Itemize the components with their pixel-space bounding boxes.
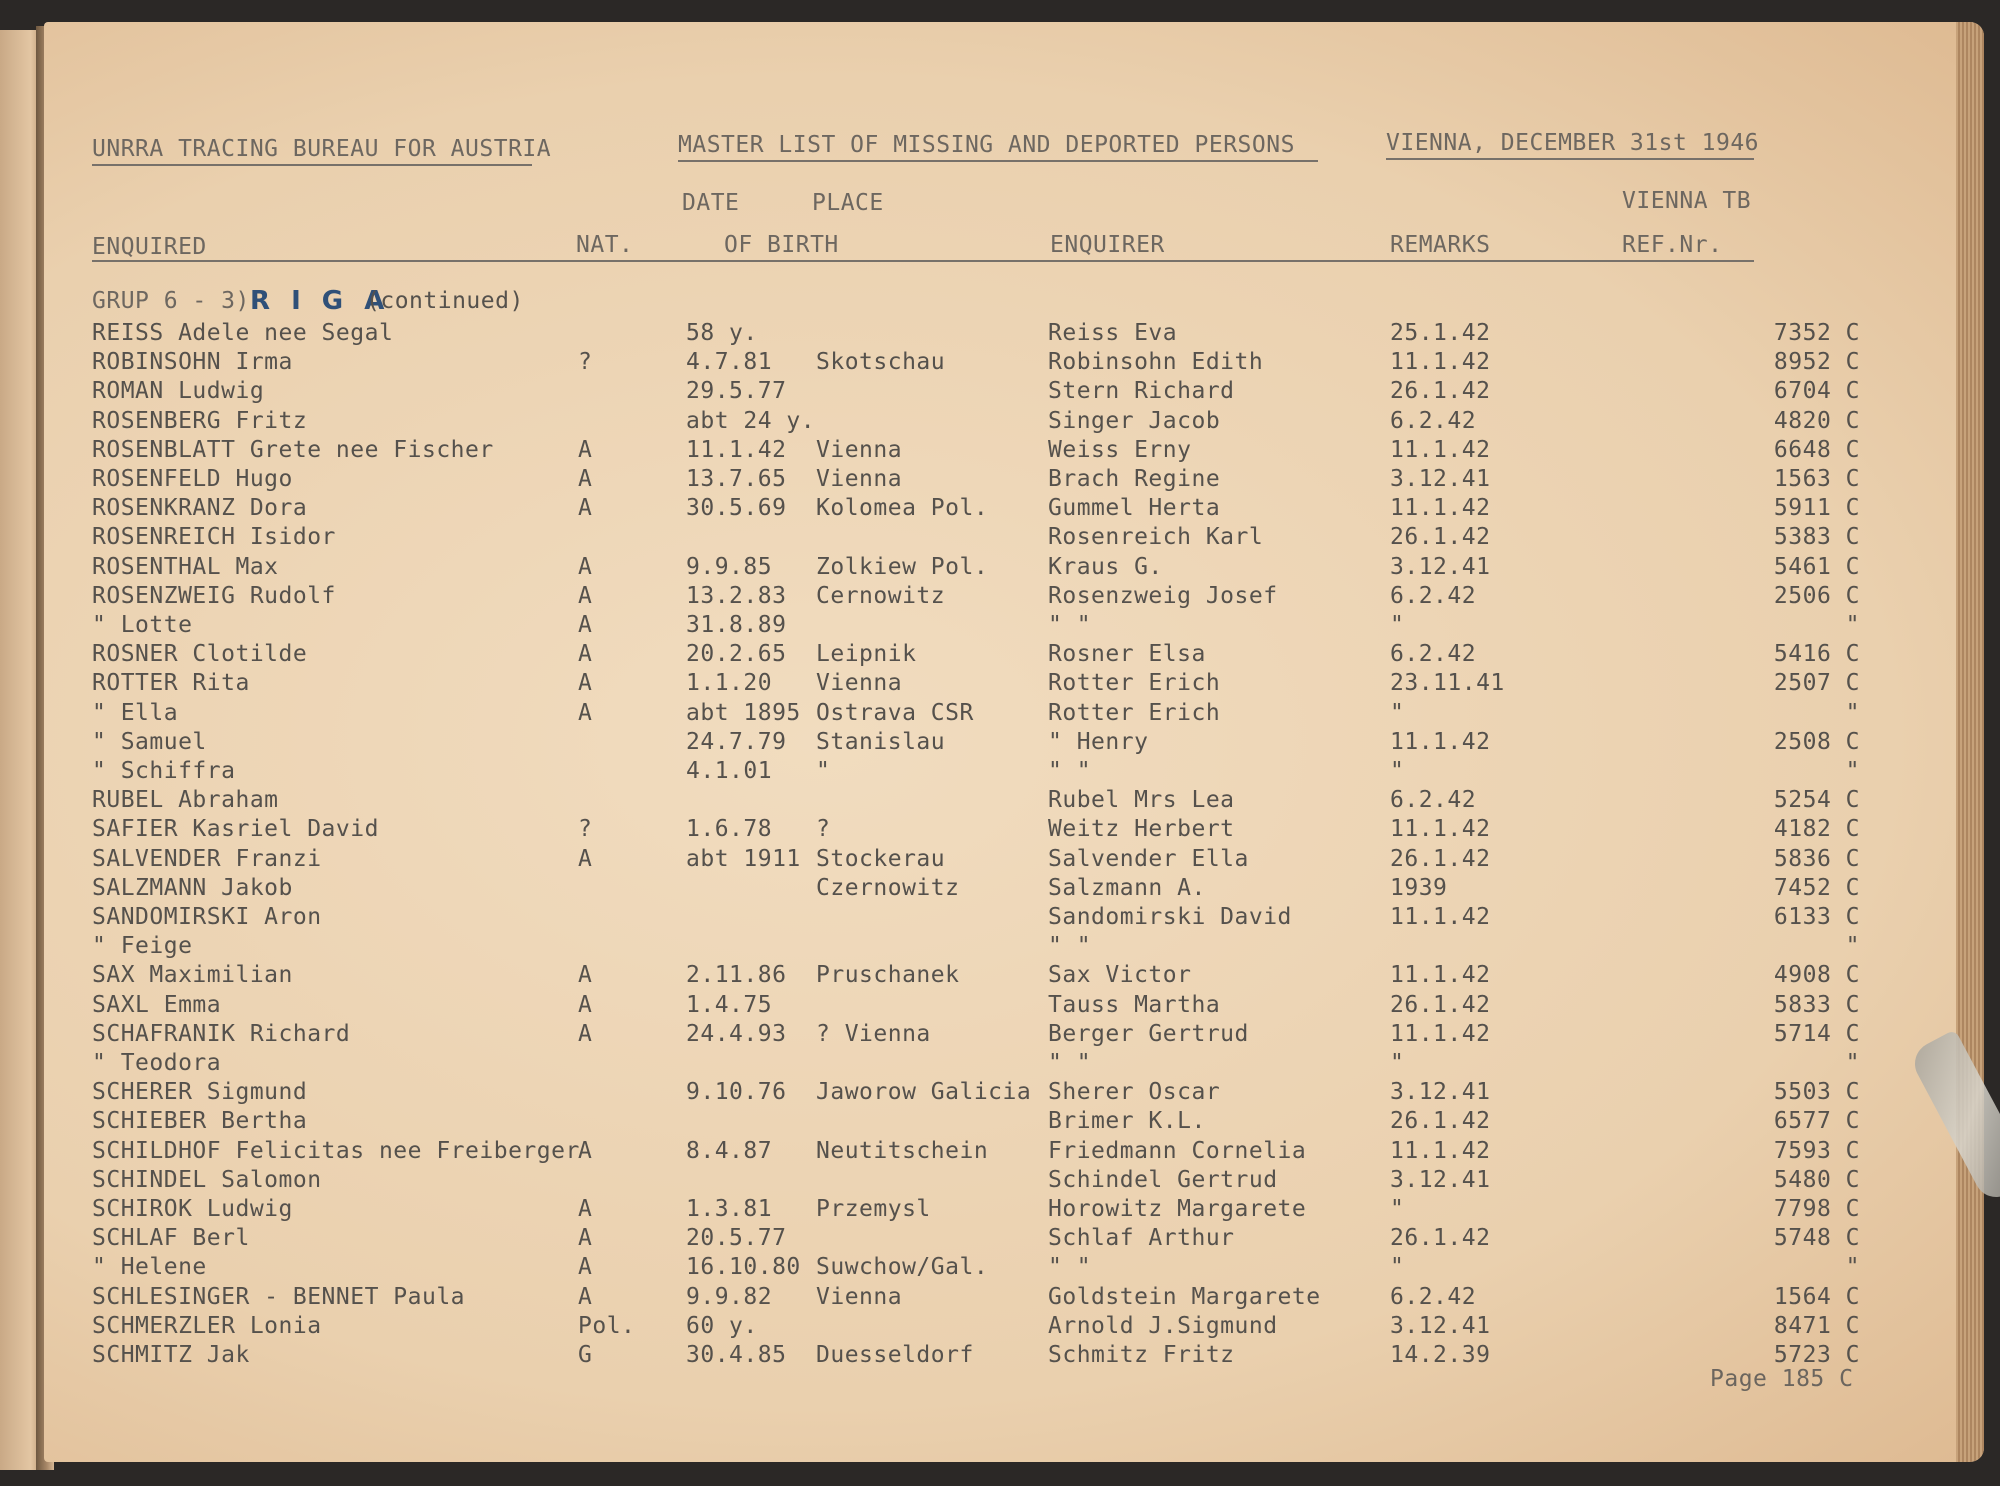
row-birth-date: abt 24 y. bbox=[686, 408, 816, 434]
row-birth-place: Skotschau bbox=[816, 349, 946, 375]
row-birth-date: 1.3.81 bbox=[686, 1196, 773, 1222]
row-ref-number: 2507 C bbox=[1773, 670, 1860, 696]
row-birth-date: 60 y. bbox=[686, 1313, 758, 1339]
col-remarks: REMARKS bbox=[1390, 232, 1491, 258]
row-name: ROMAN Ludwig bbox=[92, 378, 265, 404]
row-name: SCHINDEL Salomon bbox=[92, 1167, 322, 1193]
row-enquirer: " Henry bbox=[1048, 729, 1149, 755]
row-enquirer: Weiss Erny bbox=[1048, 437, 1192, 463]
row-name: SCHILDHOF Felicitas nee Freiberger bbox=[92, 1138, 580, 1164]
row-enquirer: Rosner Elsa bbox=[1048, 641, 1206, 667]
row-remarks: 25.1.42 bbox=[1390, 320, 1491, 346]
row-birth-date: 16.10.80 bbox=[686, 1254, 801, 1280]
row-remarks: 26.1.42 bbox=[1390, 1108, 1491, 1134]
row-ref-number: 5911 C bbox=[1773, 495, 1860, 521]
row-enquirer: Kraus G. bbox=[1048, 554, 1163, 580]
row-ref-number: 7798 C bbox=[1773, 1196, 1860, 1222]
row-name: RUBEL Abraham bbox=[92, 787, 279, 813]
row-remarks: 11.1.42 bbox=[1390, 1021, 1491, 1047]
row-remarks: 3.12.41 bbox=[1390, 466, 1491, 492]
ledger-sheet bbox=[44, 22, 1984, 1462]
row-enquirer: Reiss Eva bbox=[1048, 320, 1178, 346]
row-nat: A bbox=[578, 700, 593, 726]
row-birth-place: Jaworow Galicia bbox=[816, 1079, 1032, 1105]
row-enquirer: Rotter Erich bbox=[1048, 700, 1221, 726]
row-birth-date: 30.4.85 bbox=[686, 1342, 787, 1368]
bureau-title: UNRRA TRACING BUREAU FOR AUSTRIA bbox=[92, 136, 552, 162]
col-place: PLACE bbox=[812, 190, 884, 216]
row-name: SCHMITZ Jak bbox=[92, 1342, 250, 1368]
row-ref-number: 7352 C bbox=[1773, 320, 1860, 346]
row-remarks: " bbox=[1390, 1196, 1405, 1222]
row-remarks: 26.1.42 bbox=[1390, 1225, 1491, 1251]
row-enquirer: Weitz Herbert bbox=[1048, 816, 1235, 842]
row-birth-place: Vienna bbox=[816, 437, 903, 463]
row-enquirer: " " bbox=[1048, 933, 1092, 959]
row-nat: ? bbox=[578, 816, 593, 842]
row-birth-date: 13.2.83 bbox=[686, 583, 787, 609]
row-enquirer: " " bbox=[1048, 758, 1092, 784]
row-remarks: 6.2.42 bbox=[1390, 583, 1477, 609]
row-ref-number: 6133 C bbox=[1773, 904, 1860, 930]
row-name: " Lotte bbox=[92, 612, 193, 638]
col-enquired: ENQUIRED bbox=[92, 234, 207, 260]
row-ref-number: " bbox=[1845, 1254, 1860, 1280]
col-enquirer: ENQUIRER bbox=[1050, 232, 1165, 258]
row-nat: Pol. bbox=[578, 1313, 636, 1339]
row-nat: ? bbox=[578, 349, 593, 375]
row-birth-date: 1.4.75 bbox=[686, 992, 773, 1018]
row-name: ROSENBLATT Grete nee Fischer bbox=[92, 437, 494, 463]
row-birth-date: 9.10.76 bbox=[686, 1079, 787, 1105]
row-ref-number: 5383 C bbox=[1773, 524, 1860, 550]
row-birth-place: Ostrava CSR bbox=[816, 700, 974, 726]
row-remarks: 11.1.42 bbox=[1390, 816, 1491, 842]
row-name: " Samuel bbox=[92, 729, 207, 755]
row-birth-date: 1.1.20 bbox=[686, 670, 773, 696]
place-date: VIENNA, DECEMBER 31st 1946 bbox=[1386, 130, 1760, 156]
row-nat: A bbox=[578, 992, 593, 1018]
row-ref-number: 4182 C bbox=[1773, 816, 1860, 842]
list-title: MASTER LIST OF MISSING AND DEPORTED PERSONS bbox=[678, 132, 1295, 158]
row-nat: A bbox=[578, 641, 593, 667]
row-ref-number: " bbox=[1845, 758, 1860, 784]
row-ref-number: " bbox=[1845, 933, 1860, 959]
row-name: " Schiffra bbox=[92, 758, 236, 784]
row-name: " Teodora bbox=[92, 1050, 222, 1076]
row-birth-place: Suwchow/Gal. bbox=[816, 1254, 989, 1280]
row-nat: A bbox=[578, 466, 593, 492]
row-ref-number: 5723 C bbox=[1773, 1342, 1860, 1368]
row-enquirer: Goldstein Margarete bbox=[1048, 1284, 1321, 1310]
row-enquirer: Salzmann A. bbox=[1048, 875, 1206, 901]
row-name: ROSENZWEIG Rudolf bbox=[92, 583, 336, 609]
column-header-underline bbox=[92, 260, 1754, 262]
row-ref-number: 7452 C bbox=[1773, 875, 1860, 901]
row-ref-number: 5503 C bbox=[1773, 1079, 1860, 1105]
row-enquirer: Rubel Mrs Lea bbox=[1048, 787, 1235, 813]
row-birth-date: 1.6.78 bbox=[686, 816, 773, 842]
row-birth-date: 20.5.77 bbox=[686, 1225, 787, 1251]
row-name: SCHMERZLER Lonia bbox=[92, 1313, 322, 1339]
row-name: ROBINSOHN Irma bbox=[92, 349, 293, 375]
row-birth-place: ? bbox=[816, 816, 831, 842]
row-nat: A bbox=[578, 437, 593, 463]
row-name: " Feige bbox=[92, 933, 193, 959]
row-birth-place: Leipnik bbox=[816, 641, 917, 667]
row-remarks: " bbox=[1390, 1254, 1405, 1280]
row-name: SAX Maximilian bbox=[92, 962, 293, 988]
row-name: " Helene bbox=[92, 1254, 207, 1280]
row-birth-place: ? Vienna bbox=[816, 1021, 931, 1047]
page-weight-ruler bbox=[1907, 1029, 2000, 1204]
row-nat: A bbox=[578, 1021, 593, 1047]
row-ref-number: 5461 C bbox=[1773, 554, 1860, 580]
row-ref-number: 5480 C bbox=[1773, 1167, 1860, 1193]
row-name: SCHAFRANIK Richard bbox=[92, 1021, 351, 1047]
row-name: ROSNER Clotilde bbox=[92, 641, 308, 667]
row-enquirer: Friedmann Cornelia bbox=[1048, 1138, 1307, 1164]
page-number: Page 185 C bbox=[1710, 1366, 1854, 1392]
row-ref-number: " bbox=[1845, 612, 1860, 638]
row-remarks: 6.2.42 bbox=[1390, 641, 1477, 667]
row-birth-date: 8.4.87 bbox=[686, 1138, 773, 1164]
row-remarks: 6.2.42 bbox=[1390, 787, 1477, 813]
row-enquirer: Brach Regine bbox=[1048, 466, 1221, 492]
row-name: " Ella bbox=[92, 700, 179, 726]
row-birth-date: 13.7.65 bbox=[686, 466, 787, 492]
row-birth-place: Vienna bbox=[816, 466, 903, 492]
row-birth-date: 4.7.81 bbox=[686, 349, 773, 375]
row-birth-place: Vienna bbox=[816, 670, 903, 696]
row-remarks: " bbox=[1390, 758, 1405, 784]
row-name: SANDOMIRSKI Aron bbox=[92, 904, 322, 930]
riga-stamp: R I G A bbox=[250, 286, 391, 316]
row-name: SCHIROK Ludwig bbox=[92, 1196, 293, 1222]
row-ref-number: 5836 C bbox=[1773, 846, 1860, 872]
row-remarks: 3.12.41 bbox=[1390, 1167, 1491, 1193]
row-remarks: 11.1.42 bbox=[1390, 437, 1491, 463]
row-birth-place: Pruschanek bbox=[816, 962, 960, 988]
row-ref-number: 5748 C bbox=[1773, 1225, 1860, 1251]
col-birth: OF BIRTH bbox=[724, 232, 839, 258]
row-remarks: 23.11.41 bbox=[1390, 670, 1505, 696]
row-name: SAXL Emma bbox=[92, 992, 222, 1018]
row-remarks: " bbox=[1390, 700, 1405, 726]
row-enquirer: " " bbox=[1048, 1254, 1092, 1280]
row-enquirer: " " bbox=[1048, 1050, 1092, 1076]
row-birth-place: Vienna bbox=[816, 1284, 903, 1310]
row-remarks: 6.2.42 bbox=[1390, 1284, 1477, 1310]
row-remarks: 3.12.41 bbox=[1390, 1079, 1491, 1105]
row-birth-date: 30.5.69 bbox=[686, 495, 787, 521]
row-remarks: 26.1.42 bbox=[1390, 378, 1491, 404]
row-ref-number: 2508 C bbox=[1773, 729, 1860, 755]
row-ref-number: 6704 C bbox=[1773, 378, 1860, 404]
row-remarks: 11.1.42 bbox=[1390, 349, 1491, 375]
row-remarks: 26.1.42 bbox=[1390, 992, 1491, 1018]
row-remarks: 6.2.42 bbox=[1390, 408, 1477, 434]
row-enquirer: Sandomirski David bbox=[1048, 904, 1292, 930]
row-nat: A bbox=[578, 554, 593, 580]
row-name: SCHLESINGER - BENNET Paula bbox=[92, 1284, 466, 1310]
col-nat: NAT. bbox=[576, 232, 634, 258]
row-nat: A bbox=[578, 962, 593, 988]
row-name: SALVENDER Franzi bbox=[92, 846, 322, 872]
row-birth-date: abt 1911 bbox=[686, 846, 801, 872]
row-ref-number: 1563 C bbox=[1773, 466, 1860, 492]
row-enquirer: Sax Victor bbox=[1048, 962, 1192, 988]
row-ref-number: 8952 C bbox=[1773, 349, 1860, 375]
row-remarks: " bbox=[1390, 1050, 1405, 1076]
row-enquirer: Sherer Oscar bbox=[1048, 1079, 1221, 1105]
row-remarks: 14.2.39 bbox=[1390, 1342, 1491, 1368]
row-birth-place: Duesseldorf bbox=[816, 1342, 974, 1368]
col-ref-line1: VIENNA TB bbox=[1622, 188, 1752, 214]
row-ref-number: 5714 C bbox=[1773, 1021, 1860, 1047]
page-stack-edge bbox=[1956, 22, 1984, 1462]
row-remarks: 11.1.42 bbox=[1390, 904, 1491, 930]
row-birth-place: Stockerau bbox=[816, 846, 946, 872]
row-birth-place: Zolkiew Pol. bbox=[816, 554, 989, 580]
row-enquirer: Schmitz Fritz bbox=[1048, 1342, 1235, 1368]
row-birth-date: 24.4.93 bbox=[686, 1021, 787, 1047]
row-remarks: 26.1.42 bbox=[1390, 524, 1491, 550]
row-name: SCHERER Sigmund bbox=[92, 1079, 308, 1105]
row-birth-date: 9.9.85 bbox=[686, 554, 773, 580]
row-ref-number: 4820 C bbox=[1773, 408, 1860, 434]
row-enquirer: Schindel Gertrud bbox=[1048, 1167, 1278, 1193]
row-ref-number: 1564 C bbox=[1773, 1284, 1860, 1310]
row-name: ROSENTHAL Max bbox=[92, 554, 279, 580]
row-remarks: 11.1.42 bbox=[1390, 1138, 1491, 1164]
row-enquirer: " " bbox=[1048, 612, 1092, 638]
row-birth-date: 4.1.01 bbox=[686, 758, 773, 784]
row-name: ROSENKRANZ Dora bbox=[92, 495, 308, 521]
list-title-underline bbox=[678, 160, 1318, 162]
row-nat: A bbox=[578, 1196, 593, 1222]
row-birth-date: 2.11.86 bbox=[686, 962, 787, 988]
row-name: SALZMANN Jakob bbox=[92, 875, 293, 901]
group-prefix: GRUP 6 - 3) bbox=[92, 288, 250, 314]
row-nat: G bbox=[578, 1342, 593, 1368]
row-enquirer: Robinsohn Edith bbox=[1048, 349, 1264, 375]
row-ref-number: 8471 C bbox=[1773, 1313, 1860, 1339]
bureau-title-underline bbox=[92, 164, 532, 166]
row-name: REISS Adele nee Segal bbox=[92, 320, 394, 346]
row-nat: A bbox=[578, 670, 593, 696]
row-ref-number: " bbox=[1845, 700, 1860, 726]
row-ref-number: 6577 C bbox=[1773, 1108, 1860, 1134]
row-birth-place: Stanislau bbox=[816, 729, 946, 755]
row-remarks: " bbox=[1390, 612, 1405, 638]
row-birth-date: abt 1895 bbox=[686, 700, 801, 726]
col-ref-line2: REF.Nr. bbox=[1622, 232, 1723, 258]
row-enquirer: Gummel Herta bbox=[1048, 495, 1221, 521]
row-enquirer: Singer Jacob bbox=[1048, 408, 1221, 434]
row-nat: A bbox=[578, 583, 593, 609]
row-birth-date: 9.9.82 bbox=[686, 1284, 773, 1310]
row-nat: A bbox=[578, 846, 593, 872]
col-date: DATE bbox=[682, 190, 740, 216]
row-nat: A bbox=[578, 1225, 593, 1251]
row-name: SCHLAF Berl bbox=[92, 1225, 250, 1251]
row-enquirer: Stern Richard bbox=[1048, 378, 1235, 404]
row-enquirer: Salvender Ella bbox=[1048, 846, 1249, 872]
row-name: ROSENBERG Fritz bbox=[92, 408, 308, 434]
row-enquirer: Horowitz Margarete bbox=[1048, 1196, 1307, 1222]
row-name: SAFIER Kasriel David bbox=[92, 816, 379, 842]
row-name: ROSENREICH Isidor bbox=[92, 524, 336, 550]
row-birth-place: Przemysl bbox=[816, 1196, 931, 1222]
row-name: ROSENFELD Hugo bbox=[92, 466, 293, 492]
row-birth-place: Neutitschein bbox=[816, 1138, 989, 1164]
row-name: SCHIEBER Bertha bbox=[92, 1108, 308, 1134]
row-ref-number: " bbox=[1845, 1050, 1860, 1076]
row-nat: A bbox=[578, 1254, 593, 1280]
row-nat: A bbox=[578, 1138, 593, 1164]
row-remarks: 3.12.41 bbox=[1390, 1313, 1491, 1339]
row-ref-number: 2506 C bbox=[1773, 583, 1860, 609]
row-remarks: 3.12.41 bbox=[1390, 554, 1491, 580]
group-suffix: (continued) bbox=[366, 288, 524, 314]
row-enquirer: Tauss Martha bbox=[1048, 992, 1221, 1018]
row-birth-place: " bbox=[816, 758, 831, 784]
row-enquirer: Rotter Erich bbox=[1048, 670, 1221, 696]
row-remarks: 26.1.42 bbox=[1390, 846, 1491, 872]
row-birth-place: Kolomea Pol. bbox=[816, 495, 989, 521]
row-ref-number: 4908 C bbox=[1773, 962, 1860, 988]
row-enquirer: Rosenzweig Josef bbox=[1048, 583, 1278, 609]
row-enquirer: Brimer K.L. bbox=[1048, 1108, 1206, 1134]
row-nat: A bbox=[578, 495, 593, 521]
row-birth-place: Czernowitz bbox=[816, 875, 960, 901]
row-enquirer: Rosenreich Karl bbox=[1048, 524, 1264, 550]
row-name: ROTTER Rita bbox=[92, 670, 250, 696]
row-enquirer: Berger Gertrud bbox=[1048, 1021, 1249, 1047]
row-ref-number: 5254 C bbox=[1773, 787, 1860, 813]
row-birth-date: 20.2.65 bbox=[686, 641, 787, 667]
row-birth-date: 31.8.89 bbox=[686, 612, 787, 638]
row-birth-place: Cernowitz bbox=[816, 583, 946, 609]
row-nat: A bbox=[578, 1284, 593, 1310]
row-ref-number: 5833 C bbox=[1773, 992, 1860, 1018]
row-birth-date: 24.7.79 bbox=[686, 729, 787, 755]
row-enquirer: Arnold J.Sigmund bbox=[1048, 1313, 1278, 1339]
row-enquirer: Schlaf Arthur bbox=[1048, 1225, 1235, 1251]
row-birth-date: 29.5.77 bbox=[686, 378, 787, 404]
row-ref-number: 5416 C bbox=[1773, 641, 1860, 667]
row-ref-number: 6648 C bbox=[1773, 437, 1860, 463]
row-remarks: 11.1.42 bbox=[1390, 729, 1491, 755]
row-remarks: 11.1.42 bbox=[1390, 962, 1491, 988]
row-birth-date: 11.1.42 bbox=[686, 437, 787, 463]
row-birth-date: 58 y. bbox=[686, 320, 758, 346]
place-date-underline bbox=[1386, 158, 1754, 160]
row-remarks: 1939 bbox=[1390, 875, 1448, 901]
row-remarks: 11.1.42 bbox=[1390, 495, 1491, 521]
row-ref-number: 7593 C bbox=[1773, 1138, 1860, 1164]
row-nat: A bbox=[578, 612, 593, 638]
